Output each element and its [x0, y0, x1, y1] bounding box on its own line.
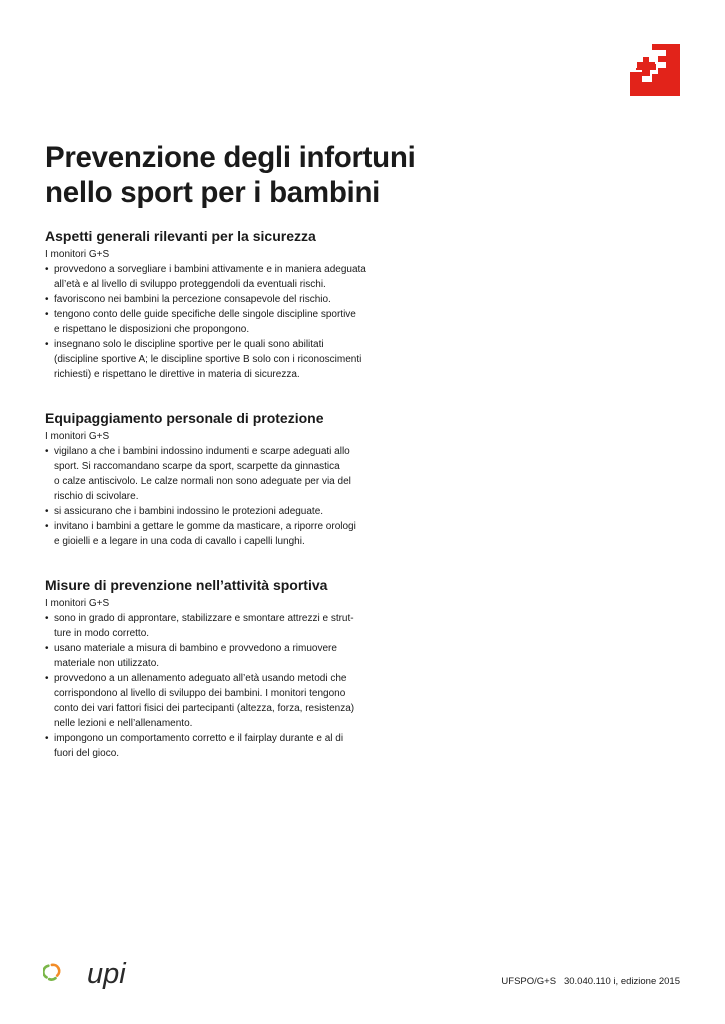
bullet-glyph: •: [45, 643, 49, 654]
list-item-line: favoriscono nei bambini la percezione consapevole del rischio.: [54, 294, 331, 305]
section-heading: Misure di prevenzione nell’attività sportiva: [45, 577, 328, 593]
list-item-line: impongono un comportamento corretto e il fairplay durante e al di: [54, 733, 344, 744]
list-item-line: sono in grado di approntare, stabilizzare e smontare attrezzi e strut-: [54, 613, 354, 624]
list-item-line: e gioielli e a legare in una coda di cavallo i capelli lunghi.: [54, 536, 305, 547]
bullet-list: [45, 611, 405, 761]
section-heading: Equipaggiamento personale di protezione: [45, 410, 324, 426]
list-item: [45, 519, 405, 549]
bullet-glyph: •: [45, 339, 49, 350]
upi-wordmark: upi: [87, 958, 126, 990]
list-item-line: materiale non utilizzato.: [54, 658, 160, 669]
bullet-list: [45, 262, 405, 382]
list-item: [45, 292, 405, 307]
list-item-line: e rispettano le disposizioni che propongono.: [54, 324, 250, 335]
list-item-line: all’età e al livello di sviluppo proteggendoli da eventuali rischi.: [54, 279, 326, 290]
bullet-glyph: •: [45, 264, 49, 275]
upi-ring-green-arc-2: [49, 978, 55, 979]
section-intro: I monitori G+S: [45, 249, 110, 260]
upi-ring-orange-arc: [52, 965, 59, 976]
bullet-list: [45, 444, 405, 549]
list-item-line: insegnano solo le discipline sportive per le quali sono abilitati: [54, 339, 324, 350]
section-heading: Aspetti generali rilevanti per la sicurezza: [45, 228, 316, 244]
bullet-glyph: •: [45, 613, 49, 624]
bullet-glyph: •: [45, 294, 49, 305]
list-item: [45, 337, 405, 382]
bullet-glyph: •: [45, 309, 49, 320]
section-general-safety: [45, 228, 405, 382]
list-item-line: tengono conto delle guide specifiche delle singole discipline sportive: [54, 309, 356, 320]
bullet-glyph: •: [45, 506, 49, 517]
list-item-line: fuori del gioco.: [54, 748, 120, 759]
footer-reference: UFSPO/G+S 30.040.110 i, edizione 2015: [501, 976, 680, 987]
bullet-glyph: •: [45, 733, 49, 744]
list-item-line: richiesti) e rispettano le direttive in materia di sicurezza.: [54, 369, 300, 380]
title-line-1: Prevenzione degli infortuni: [45, 141, 416, 174]
section-intro: I monitori G+S: [45, 431, 110, 442]
bullet-glyph: •: [45, 521, 49, 532]
list-item-line: o calze antiscivolo. Le calze normali non sono adeguate per via del: [54, 476, 351, 487]
list-item: [45, 611, 405, 641]
list-item: [45, 504, 405, 519]
title-line-2: nello sport per i bambini: [45, 176, 381, 209]
list-item-line: nelle lezioni e nell’allenamento.: [54, 718, 193, 729]
upi-ring-green-arc: [43, 966, 48, 978]
list-item: [45, 641, 405, 671]
bullet-glyph: •: [45, 446, 49, 457]
list-item-line: si assicurano che i bambini indossino le protezioni adeguate.: [54, 506, 324, 517]
list-item: [45, 731, 405, 761]
list-item: [45, 262, 405, 292]
list-item-line: ture in modo corretto.: [54, 628, 150, 639]
bullet-glyph: •: [45, 673, 49, 684]
list-item: [45, 444, 405, 504]
list-item-line: provvedono a sorvegliare i bambini attivamente e in maniera adeguata: [54, 264, 366, 275]
list-item-line: sport. Si raccomandano scarpe da sport, scarpette da ginnastica: [54, 461, 340, 472]
list-item-line: invitano i bambini a gettare le gomme da masticare, a riporre orologi: [54, 521, 356, 532]
list-item: [45, 671, 405, 731]
list-item-line: corrispondono al livello di sviluppo dei bambini. I monitori tengono: [54, 688, 346, 699]
page-title: [45, 140, 645, 210]
section-protective-equipment: [45, 410, 405, 549]
list-item: [45, 307, 405, 337]
list-item-line: provvedono a un allenamento adeguato all’età usando metodi che: [54, 673, 347, 684]
list-item-line: (discipline sportive A; le discipline sportive B solo con i riconoscimenti: [54, 354, 362, 365]
section-intro: I monitori G+S: [45, 598, 110, 609]
jugend-sport-logo: [630, 44, 680, 96]
list-item-line: conto dei vari fattori fisici dei partecipanti (altezza, forza, resistenza): [54, 703, 355, 714]
upi-ring-icon: [43, 952, 83, 992]
list-item-line: usano materiale a misura di bambino e provvedono a rimuovere: [54, 643, 337, 654]
list-item-line: vigilano a che i bambini indossino indumenti e scarpe adeguati allo: [54, 446, 350, 457]
section-prevention-measures: [45, 577, 405, 761]
list-item-line: rischio di scivolare.: [54, 491, 139, 502]
